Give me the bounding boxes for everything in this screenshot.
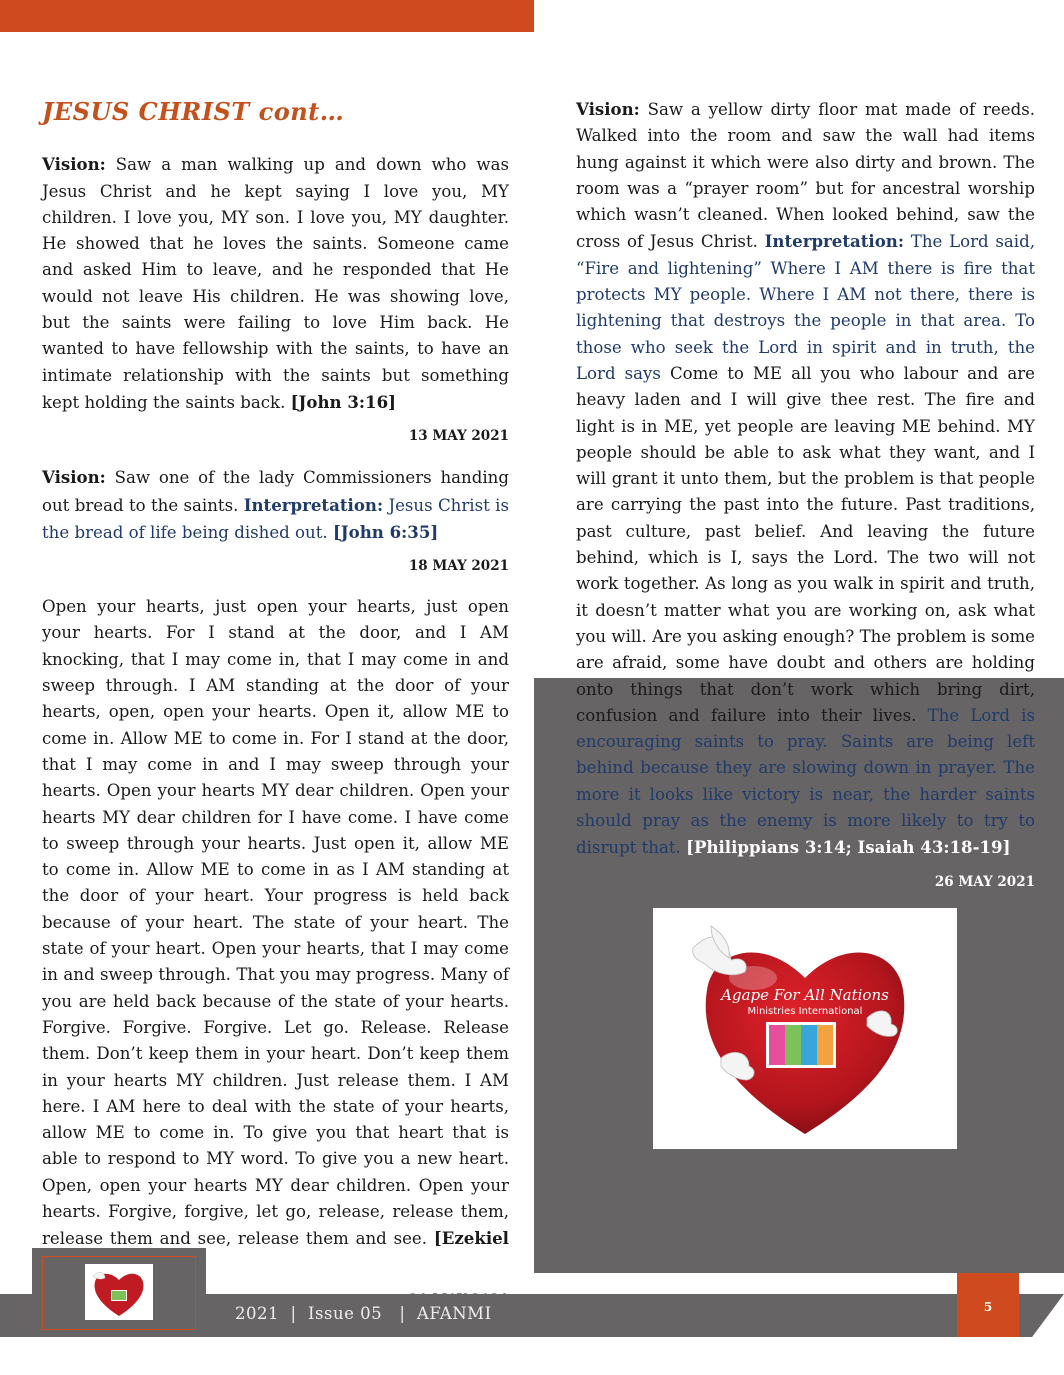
vision-label: Vision:	[42, 154, 106, 175]
page-number: 5	[983, 1300, 993, 1314]
ministry-logo	[653, 908, 957, 1149]
vision-entry-1	[42, 151, 509, 416]
section-title: JESUS CHRIST cont…	[42, 97, 345, 126]
logo-subtitle-text: Ministries International	[747, 1006, 863, 1017]
interpretation-label: Interpretation:	[243, 494, 384, 515]
scripture-ref: [Philippians 3:14; Isaiah 43:18-19]	[686, 837, 1011, 858]
interpretation-text: Jesus Christ is the bread of life being dished out.	[42, 495, 509, 542]
interpretation-text: The Lord said, “Fire and lightening” Where I AM there is fire that protects MY people. Where I AM not there, there is lightening that destroys the people in that area. To those who seek the Lord in spirit and in truth, the Lord says	[576, 232, 1035, 383]
scripture-ref: [John 3:16]	[290, 391, 396, 412]
heart-logo-small-icon	[85, 1264, 153, 1320]
prophetic-word-text: Open your hearts, just open your hearts, just open your hearts. For I stand at the door, and I AM knocking, that I may come in, that I may come in and sweep through. I AM standing at the door of your hearts, open, open your hearts. Open it, allow ME to come in. Allow ME to come in. For I stand at the door, that I may come in and I may sweep through your hearts. Open your hearts MY dear children. Open your hearts MY dear children for I have come. I have come to sweep through your hearts. Just open it, allow ME to come in. Allow ME to come in as I AM standing at the door of your heart. Your progress is held back because of your heart. The state of your heart. The state of your heart. Open your hearts, that I may come in and sweep through. That you may progress. Many of you are held back because of the state of your hearts. Forgive. Forgive. Forgive. Let go. Release. Release them. Don’t keep them in your heart. Don’t keep them in your hearts MY children. Just release them. I AM here. I AM here to deal with the state of your hearts, allow ME to come in. To give you that heart that is able to respond to MY word. To give you a new heart. Open, open your hearts MY dear children. Open your hearts. Forgive, forgive, let go, release, release them, release them and see, release them and see.	[42, 597, 509, 1249]
vision-entry-2	[42, 464, 509, 546]
lord-quote-text: Come to ME all you who labour and are heavy laden and I will give thee rest. The fire and light is in ME, yet people are leaving ME behind. MY people should be able to ask what they want, and I will grant it unto them, but the problem is that people are carrying the past into the future. Past traditions, past culture, past belief. And leaving the future behind, which is I, says the Lord. The two will not work together. As long as you walk in spirit and truth, it doesn’t matter what you are working on, ask what you will. Are you asking enough? The problem is some are afraid, some have doubt and others are holding onto things that don’t work which bring dirt, confusion and failure into their lives.	[576, 363, 1035, 725]
entry-date: 18 MAY 2021	[408, 558, 509, 575]
footer-logo	[85, 1264, 153, 1320]
prophetic-word-entry	[42, 594, 509, 1280]
left-column	[42, 96, 509, 1328]
encouragement-text: The Lord is encouraging saints to pray. Saints are being left behind because they are slowing down in prayer. The more it looks like victory is near, the harder saints should pray as the enemy is more likely to try to disrupt that.	[576, 705, 1035, 858]
right-column	[576, 96, 1035, 910]
scripture-ref: [John 6:35]	[332, 521, 439, 542]
heart-logo-graphic	[653, 908, 957, 1149]
vision-label: Vision:	[576, 99, 640, 119]
interpretation-label: Interpretation:	[764, 231, 904, 252]
vision-text: Saw one of the lady Commissioners handing out bread to the saints.	[42, 468, 509, 515]
vision-entry-3	[576, 96, 1035, 862]
vision-text: Saw a man walking up and down who was Jesus Christ and he kept saying I love you, MY children. I love you, MY son. I love you, MY daughter. He showed that he loves the saints. Someone came and asked Him to leave, and he responded that He would not leave His children. He was showing love, but the saints were failing to love Him back. He wanted to have fellowship with the saints, to have an intimate relationship with the saints but something kept holding the saints back.	[42, 155, 509, 412]
scripture-ref: [Ezekiel	[433, 1228, 509, 1249]
footer-issue-info: 2021 | Issue 05 | AFANMI	[235, 1304, 492, 1323]
vision-label: Vision:	[42, 467, 106, 488]
entry-date: 13 MAY 2021	[408, 428, 509, 445]
header-accent-bar	[0, 0, 534, 32]
logo-name-text: Agape For All Nations	[721, 986, 889, 1004]
entry-date: 26 MAY 2021	[934, 873, 1035, 890]
vision-text: Saw a yellow dirty floor mat made of reeds. Walked into the room and saw the wall had items hung against it which were also dirty and brown. The room was a “prayer room” but for ancestral worship which wasn’t cleaned. When looked behind, saw the cross of Jesus Christ.	[576, 100, 1035, 252]
dove-icon	[693, 926, 747, 975]
